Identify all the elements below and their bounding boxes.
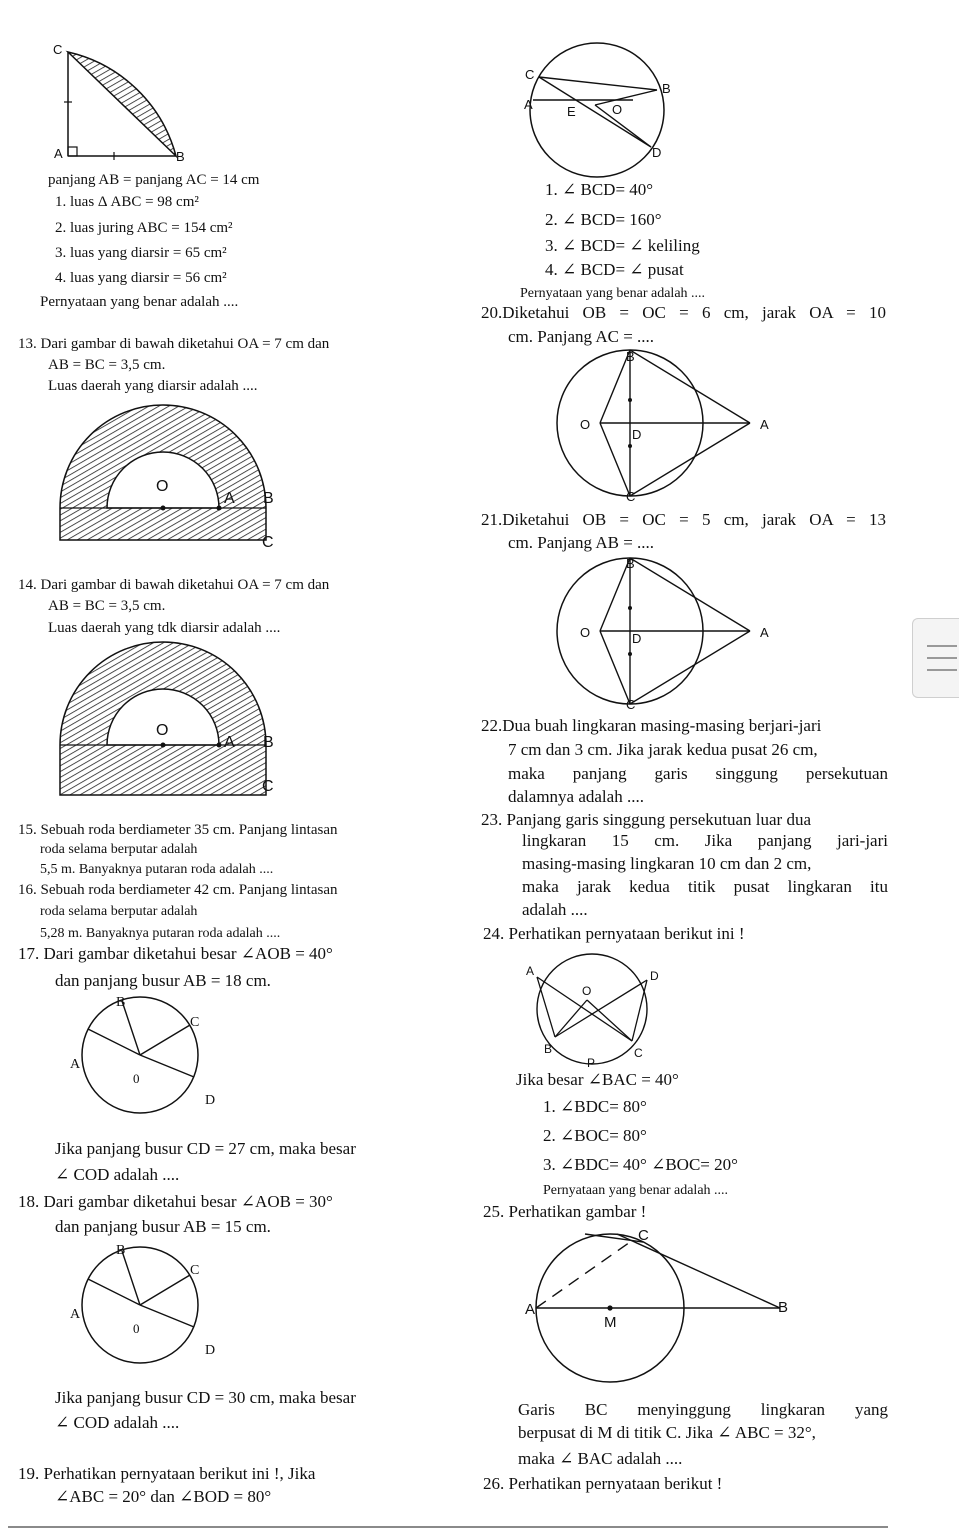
q12-option-3: 3. luas yang diarsir = 65 cm² — [55, 245, 227, 261]
page-scroll-handle[interactable] — [912, 618, 959, 698]
q16-line-2: roda selama berputar adalah — [40, 904, 198, 919]
q14-label-c: C — [262, 778, 274, 795]
fig19-option-4: 4. ∠ BCD= ∠ pusat — [545, 260, 684, 279]
q13-label-a: A — [224, 490, 235, 507]
q14-label-o: O — [156, 722, 169, 739]
point-label-b: B — [176, 149, 185, 164]
q13-label-b: B — [263, 490, 274, 507]
q14-line-3: Luas daerah yang tdk diarsir adalah .... — [48, 620, 281, 636]
q23-line-4: maka jarak kedua titik pusat lingkaran itu — [522, 877, 888, 896]
q25-label-b: B — [778, 1299, 789, 1316]
q22-line-1: 22.Dua buah lingkaran masing-masing berjari-jari — [481, 716, 822, 735]
q22-line-2: 7 cm dan 3 cm. Jika jarak kedua pusat 26 cm, — [508, 740, 818, 759]
q18-line-2: dan panjang busur AB = 15 cm. — [55, 1217, 271, 1236]
q18-line-4: ∠ COD adalah .... — [55, 1413, 180, 1432]
q20-line-2: cm. Panjang AC = .... — [508, 327, 655, 346]
q14-label-a: A — [224, 734, 235, 751]
q24-line-1: 24. Perhatikan pernyataan berikut ini ! — [483, 924, 745, 943]
q17-label-a: A — [70, 1057, 81, 1072]
q25-label-c: C — [638, 1227, 649, 1244]
q14-label-b: B — [263, 734, 274, 751]
q24-label-o: O — [582, 984, 592, 998]
q17-label-o: 0 — [133, 1071, 140, 1086]
q20-label-o: O — [580, 417, 591, 432]
grip-line-2 — [927, 657, 957, 659]
figure-q25-tangent — [525, 1228, 785, 1388]
q17-label-d: D — [205, 1093, 216, 1108]
q23-line-3: masing-masing lingkaran 10 cm dan 2 cm, — [522, 854, 812, 873]
q18-label-o: 0 — [133, 1321, 140, 1336]
q24-label-a: A — [526, 964, 535, 978]
q19-line-2: ∠ABC = 20° dan ∠BOD = 80° — [55, 1487, 272, 1506]
fig19-label-d: D — [652, 145, 662, 160]
figure-q21-tangents — [525, 558, 765, 708]
q24-question: Pernyataan yang benar adalah .... — [543, 1183, 729, 1198]
q18-label-d: D — [205, 1343, 216, 1358]
q14-line-2: AB = BC = 3,5 cm. — [48, 598, 166, 614]
fig19-option-2: 2. ∠ BCD= 160° — [545, 210, 662, 229]
q18-line-3: Jika panjang busur CD = 30 cm, maka besar — [55, 1388, 356, 1407]
q26-line-1: 26. Perhatikan pernyataan berikut ! — [483, 1474, 723, 1493]
q21-label-d: D — [632, 631, 642, 646]
q15-line-1: 15. Sebuah roda berdiameter 35 cm. Panjang lintasan — [18, 822, 338, 838]
fig19-option-3: 3. ∠ BCD= ∠ keliling — [545, 236, 700, 255]
q21-label-a: A — [760, 625, 769, 640]
q22-line-3: maka panjang garis singgung persekutuan — [508, 764, 888, 783]
q20-label-d: D — [632, 427, 642, 442]
q13-line-3: Luas daerah yang diarsir adalah .... — [48, 378, 258, 394]
q20-label-a: A — [760, 417, 769, 432]
q20-label-b: B — [626, 349, 635, 364]
q25-line-2: Garis BC menyinggung lingkaran yang — [518, 1400, 888, 1419]
q21-label-b: B — [626, 556, 635, 571]
q24-option-2: 2. ∠BOC= 80° — [543, 1126, 647, 1145]
q24-label-b: B — [544, 1042, 553, 1056]
point-label-c: C — [53, 42, 63, 57]
q24-label-p: P — [587, 1056, 596, 1070]
q13-label-o: O — [156, 478, 169, 495]
q21-label-o: O — [580, 625, 591, 640]
q22-line-4: dalamnya adalah .... — [508, 787, 644, 806]
q13-line-1: 13. Dari gambar di bawah diketahui OA = 7 cm dan — [18, 336, 330, 352]
q24-given: Jika besar ∠BAC = 40° — [516, 1070, 679, 1089]
q17-line-3: Jika panjang busur CD = 27 cm, maka besar — [55, 1139, 356, 1158]
figure-q20-tangents — [525, 350, 765, 500]
q17-label-c: C — [190, 1015, 200, 1030]
q18-label-c: C — [190, 1263, 200, 1278]
fig19-question: Pernyataan yang benar adalah .... — [520, 286, 706, 301]
q23-line-2: lingkaran 15 cm. Jika panjang jari-jari — [522, 831, 888, 850]
grip-line-3 — [927, 669, 957, 671]
figure-quarter-circle — [40, 40, 200, 165]
q12-option-1: 1. luas Δ ABC = 98 cm² — [55, 194, 199, 210]
q25-label-a: A — [525, 1301, 536, 1318]
q18-label-a: A — [70, 1307, 81, 1322]
q12-question: Pernyataan yang benar adalah .... — [40, 294, 239, 310]
fig19-option-1: 1. ∠ BCD= 40° — [545, 180, 654, 199]
fig19-label-o: O — [612, 102, 623, 117]
q23-line-1: 23. Panjang garis singgung persekutuan luar dua — [481, 810, 812, 829]
q21-line-2: cm. Panjang AB = .... — [508, 533, 655, 552]
q17-line-1: 17. Dari gambar diketahui besar ∠AOB = 40° — [18, 944, 333, 963]
point-label-a: A — [54, 146, 63, 161]
q23-line-5: adalah .... — [522, 900, 588, 919]
q25-label-m: M — [604, 1314, 617, 1331]
q20-line-1: 20.Diketahui OB = OC = 6 cm, jarak OA = 10 — [481, 303, 886, 322]
q20-label-c: C — [626, 489, 636, 504]
q21-label-c: C — [626, 697, 636, 712]
q24-option-3: 3. ∠BDC= 40° ∠BOC= 20° — [543, 1155, 738, 1174]
q12-option-4: 4. luas yang diarsir = 56 cm² — [55, 270, 227, 286]
q12-given: panjang AB = panjang AC = 14 cm — [48, 172, 260, 188]
q17-label-b: B — [116, 995, 126, 1010]
q14-line-1: 14. Dari gambar di bawah diketahui OA = 7 cm dan — [18, 577, 330, 593]
fig19-label-a: A — [524, 97, 533, 112]
q16-line-1: 16. Sebuah roda berdiameter 42 cm. Panjang lintasan — [18, 882, 338, 898]
q16-line-3: 5,28 m. Banyaknya putaran roda adalah .... — [40, 926, 281, 941]
q13-label-c: C — [262, 534, 274, 551]
q17-line-4: ∠ COD adalah .... — [55, 1165, 180, 1184]
fig19-label-b: B — [662, 81, 671, 96]
page-divider — [8, 1526, 888, 1528]
grip-line-1 — [927, 645, 957, 647]
q17-line-2: dan panjang busur AB = 18 cm. — [55, 971, 271, 990]
q25-line-1: 25. Perhatikan gambar ! — [483, 1202, 647, 1221]
q19-line-1: 19. Perhatikan pernyataan berikut ini !, Jika — [18, 1464, 316, 1483]
fig19-label-e: E — [567, 104, 576, 119]
figure-q13-annulus — [60, 405, 260, 545]
q25-line-3: berpusat di M di titik C. Jika ∠ ABC = 32°, — [518, 1423, 816, 1442]
q15-line-3: 5,5 m. Banyaknya putaran roda adalah .... — [40, 862, 274, 877]
q24-label-d: D — [650, 969, 659, 983]
q24-label-c: C — [634, 1046, 643, 1060]
q21-line-1: 21.Diketahui OB = OC = 5 cm, jarak OA = 13 — [481, 510, 886, 529]
q18-label-b: B — [116, 1243, 126, 1258]
q24-option-1: 1. ∠BDC= 80° — [543, 1097, 647, 1116]
q12-option-2: 2. luas juring ABC = 154 cm² — [55, 220, 233, 236]
q18-line-1: 18. Dari gambar diketahui besar ∠AOB = 30° — [18, 1192, 333, 1211]
q15-line-2: roda selama berputar adalah — [40, 842, 198, 857]
q13-line-2: AB = BC = 3,5 cm. — [48, 357, 166, 373]
q25-line-4: maka ∠ BAC adalah .... — [518, 1449, 683, 1468]
figure-q17-circle — [70, 995, 220, 1115]
fig19-label-c: C — [525, 67, 535, 82]
